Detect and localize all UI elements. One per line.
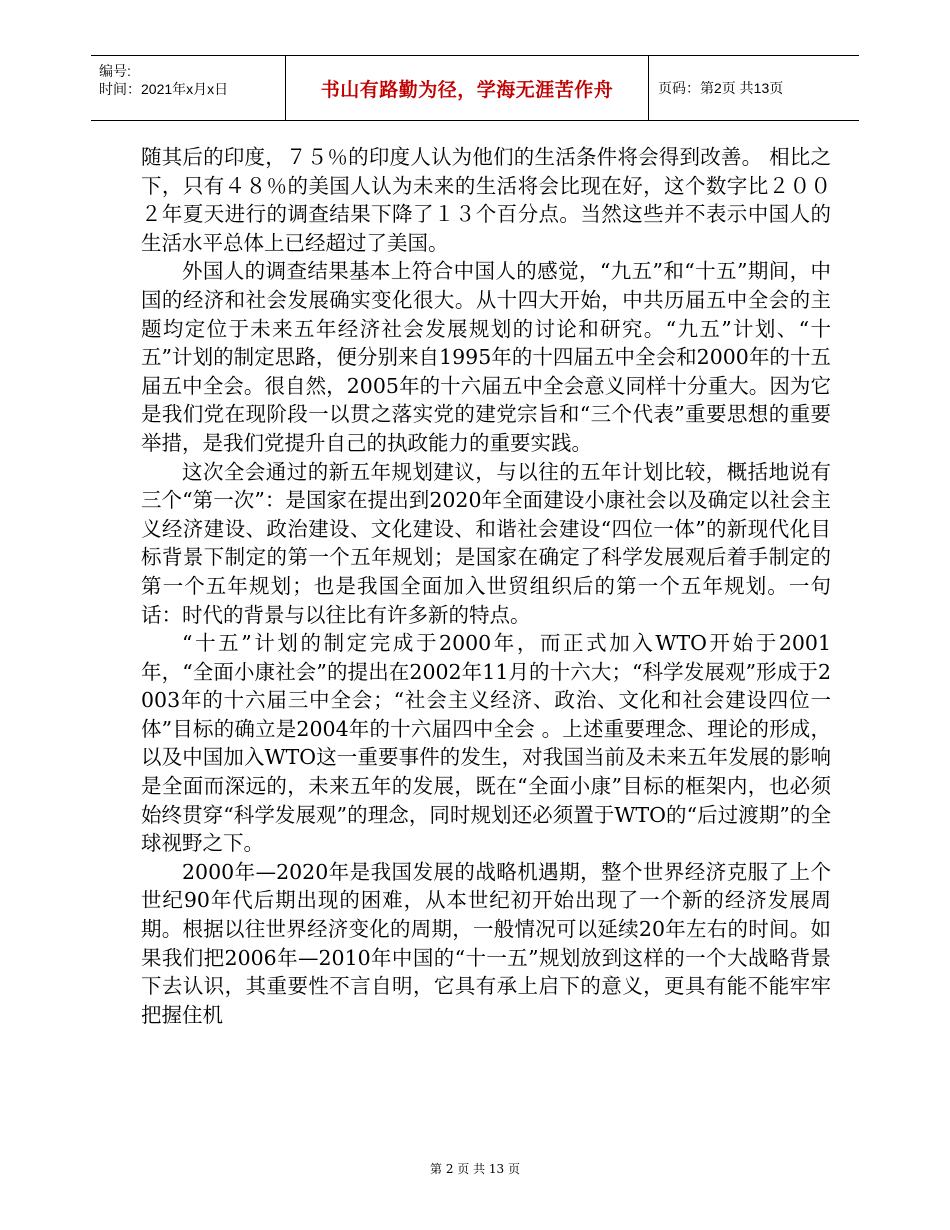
header-page-number: 页码：第2页 共13页 [658, 80, 784, 96]
page-footer: 第 2 页 共 13 页 [430, 1162, 520, 1176]
document-body [141, 143, 831, 1029]
number-label: 编号: [99, 63, 131, 79]
paragraph: 这次全会通过的新五年规划建议，与以往的五年计划比较，概括地说有三个“第一次”：是国家在提出到2020年全面建设小康社会以及确定以社会主义经济建设、政治建设、文化建设、和谐社会建设“四位一体”的新现代化目标背景下制定的第一个五年规划；是国家在确定了科学发展观后着手制定的第一个五年规划；也是我国全面加入世贸组织后的第一个五年规划。一句话：时代的背景与以往比有许多新的特点。 [141, 459, 831, 627]
header-meta [99, 62, 228, 98]
page-header [91, 55, 859, 121]
paragraph: 2000年—2020年是我国发展的战略机遇期，整个世界经济克服了上个世纪90年代后期出现的困难，从本世纪初开始出现了一个新的经济发展周期。根据以往世界经济变化的周期，一般情况可以延续20年左右的时间。如果我们把2006年—2010年中国的“十一五”规划放到这样的一个大战略背景下去认识，其重要性不言自明，它具有承上启下的意义，更具有能不能牢牢把握住机 [141, 859, 831, 1027]
paragraph: “十五”计划的制定完成于2000年，而正式加入WTO开始于2001年，“全面小康社会”的提出在2002年11月的十六大；“科学发展观”形成于2003年的十六届三中全会；“社会主义经济、政治、文化和社会建设四位一体”目标的确立是2004年的十六届四中全会 。上述重要理念、理论的形成，以及中国加入WTO这一重要事件的发生，对我国当前及未来五年发展的影响是全面而深远的，未来五年的发展，既在“全面小康”目标的框架内，也必须始终贯穿“科学发展观”的理念，同时规划还必须置于WTO的“后过渡期”的全球视野之下。 [141, 631, 831, 856]
header-divider [648, 56, 649, 120]
time-label: 时间：2021年x月x日 [99, 81, 229, 97]
header-motto: 书山有路勤为径，学海无涯苦作舟 [320, 78, 614, 101]
paragraph: 随其后的印度，７５％的印度人认为他们的生活条件将会得到改善。 相比之下，只有４８％的美国人认为未来的生活将会比现在好，这个数字比２００２年夏天进行的调查结果下降了１３个百分点。当然这些并不表示中国人的生活水平总体上已经超过了美国。 [141, 145, 831, 255]
paragraph: 外国人的调查结果基本上符合中国人的感觉，“九五”和“十五”期间，中国的经济和社会发展确实变化很大。从十四大开始，中共历届五中全会的主题均定位于未来五年经济社会发展规划的讨论和研究。“九五”计划、“十五”计划的制定思路，便分别来自1995年的十四届五中全会和2000年的十五届五中全会。很自然，2005年的十六届五中全会意义同样十分重大。因为它是我们党在现阶段一以贯之落实党的建党宗旨和“三个代表”重要思想的重要举措，是我们党提升自己的执政能力的重要实践。 [141, 259, 831, 455]
